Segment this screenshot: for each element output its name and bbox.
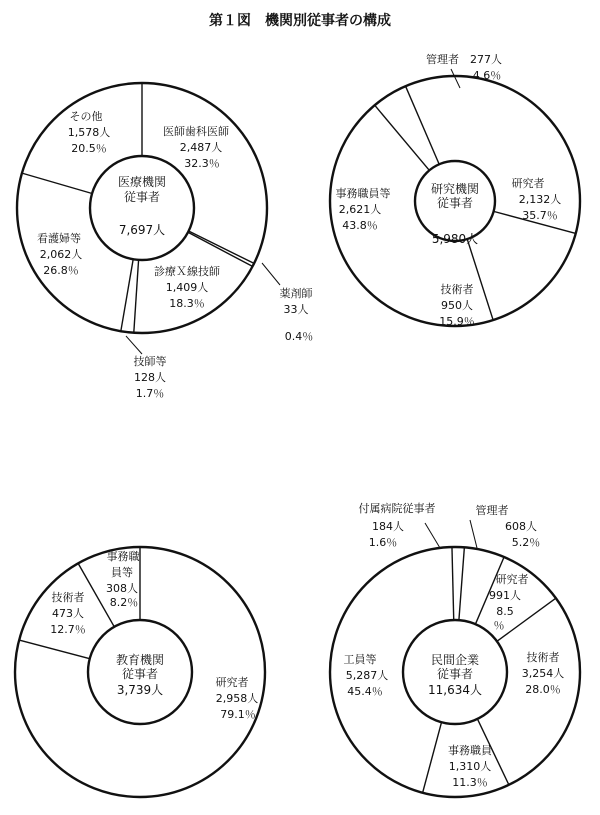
slice-percent: 35.7％: [522, 209, 558, 222]
center-label: 教育機関: [115, 653, 165, 667]
slice-name: 付属病院従事者: [358, 502, 436, 515]
slice-percent: 8.5: [496, 605, 514, 618]
leader-line: [470, 520, 477, 548]
slice-name: 医師歯科医師: [163, 125, 229, 138]
slice-count: 3,254人: [521, 667, 565, 680]
slice-name: 技術者: [526, 651, 560, 664]
slice-percent: 26.8％: [43, 264, 79, 277]
medical-center-circle: [90, 156, 194, 260]
slice-percent: 0.4％: [284, 330, 314, 343]
slice-name: 技師等: [133, 355, 167, 368]
slice-percent: 45.4％: [347, 685, 383, 698]
slice-percent: 11.3％: [452, 776, 488, 789]
slice-count: 5,287人: [345, 669, 389, 682]
slice-name: 技術者: [440, 283, 474, 296]
slice-count: 473人: [52, 607, 84, 620]
slice-name: 員等: [111, 566, 133, 579]
slice-count: 1,409人: [165, 281, 209, 294]
slice-percent: 12.7％: [50, 623, 86, 636]
slice-count: 2,958人: [215, 692, 259, 705]
slice-percent: 15.9％: [439, 315, 475, 328]
center-total: 5,980人: [431, 232, 479, 246]
slice-percent: 8.2％: [109, 596, 139, 609]
leader-line: [262, 263, 280, 285]
slice-percent: 5.2％: [511, 536, 541, 549]
slice-percent: 28.0％: [525, 683, 561, 696]
center-total: 11,634人: [428, 683, 482, 697]
slice-count: 2,621人: [338, 203, 382, 216]
center-label: 民間企業: [430, 653, 480, 667]
slice-name: 事務職: [106, 550, 140, 563]
slice-name: 工員等: [343, 653, 377, 666]
slice-count: 2,062人: [39, 248, 83, 261]
leader-line: [126, 336, 142, 354]
slice-name: 管理者: [475, 504, 509, 517]
slice-percent: ％: [493, 619, 505, 632]
slice-percent: 4.6％: [472, 69, 502, 82]
slice-name: 薬剤師: [279, 287, 313, 300]
slice-count: 991人: [489, 589, 521, 602]
slice-count: 1,578人: [67, 126, 111, 139]
slice-count: 950人: [441, 299, 473, 312]
slice-percent: 43.8％: [342, 219, 378, 232]
slice-count: 1,310人: [448, 760, 492, 773]
slice-count: 277人: [470, 53, 502, 66]
slice-count: 33人: [283, 303, 309, 316]
slice-percent: 20.5％: [71, 142, 107, 155]
center-total: 3,739人: [116, 683, 164, 697]
slice-name: 事務職員: [448, 744, 492, 757]
slice-name: 研究者: [215, 676, 249, 689]
center-label: 従事者: [121, 667, 159, 681]
center-total: 7,697人: [118, 223, 166, 237]
slice-percent: 79.1％: [220, 708, 256, 721]
slice-name: 技術者: [51, 591, 85, 604]
leader-line: [425, 523, 440, 548]
slice-name: 事務職員等: [335, 187, 391, 200]
slice-count: 2,487人: [179, 141, 223, 154]
slice-percent: 32.3％: [184, 157, 220, 170]
center-label: 従事者: [436, 196, 474, 210]
center-label: 医療機関: [117, 175, 167, 189]
slice-count: 308人: [106, 582, 138, 595]
slice-name: 看護婦等: [37, 232, 81, 245]
center-label: 研究機関: [430, 182, 480, 196]
slice-count: 608人: [505, 520, 537, 533]
slice-count: 2,132人: [518, 193, 562, 206]
slice-percent: 1.7％: [135, 387, 165, 400]
center-label: 従事者: [436, 667, 474, 681]
figure-title: 第１図 機関別従事者の構成: [209, 13, 391, 29]
slice-name: その他: [69, 110, 103, 123]
slice-percent: 18.3％: [169, 297, 205, 310]
slice-name: 診療Ｘ線技師: [154, 265, 220, 278]
slice-name: 研究者: [495, 573, 529, 586]
slice-name: 研究者: [511, 177, 545, 190]
slice-count: 184人: [372, 520, 404, 533]
slice-name: 管理者: [426, 53, 459, 66]
slice-percent: 1.6％: [368, 536, 398, 549]
slice-count: 128人: [134, 371, 166, 384]
center-label: 従事者: [123, 190, 161, 204]
